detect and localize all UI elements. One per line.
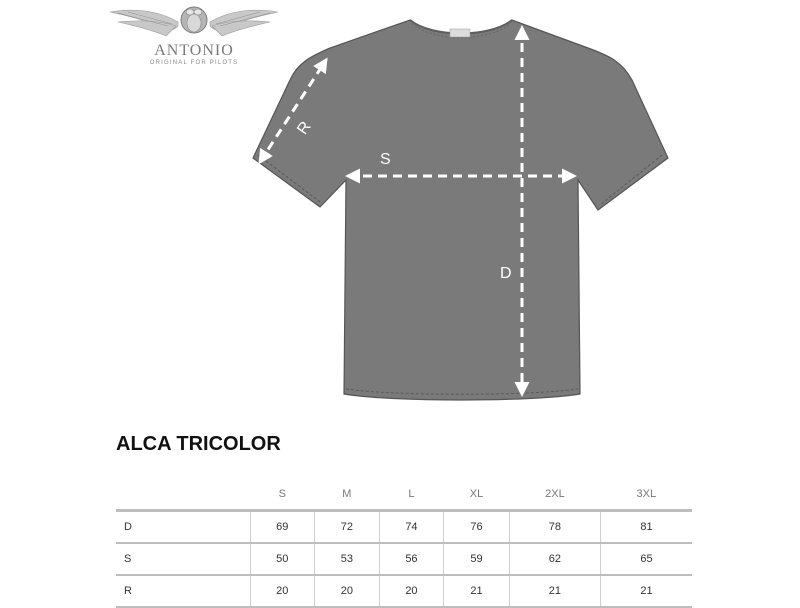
column-header: L <box>379 478 444 511</box>
table-cell: 59 <box>444 543 510 575</box>
table-cell: 69 <box>250 511 315 544</box>
length-label: D <box>500 265 512 282</box>
table-cell: 21 <box>601 575 692 607</box>
column-header: 2XL <box>509 478 600 511</box>
table-row <box>116 511 692 544</box>
column-header: M <box>315 478 380 511</box>
sleeve-label: R <box>294 118 315 138</box>
row-label: D <box>116 511 250 544</box>
column-header: S <box>250 478 315 511</box>
column-header: 3XL <box>601 478 692 511</box>
brand-name: ANTONIO <box>154 42 234 59</box>
table-row <box>116 543 692 575</box>
table-row <box>116 575 692 607</box>
table-cell: 81 <box>601 511 692 544</box>
table-cell: 62 <box>509 543 600 575</box>
table-cell: 74 <box>379 511 444 544</box>
table-cell: 20 <box>250 575 315 607</box>
table-cell: 21 <box>444 575 510 607</box>
chest-label: S <box>380 151 391 168</box>
table-corner <box>116 478 250 511</box>
table-cell: 56 <box>379 543 444 575</box>
table-cell: 50 <box>250 543 315 575</box>
row-label: S <box>116 543 250 575</box>
table-cell: 72 <box>315 511 380 544</box>
table-cell: 65 <box>601 543 692 575</box>
table-cell: 20 <box>379 575 444 607</box>
brand-tagline: ORIGINAL FOR PILOTS <box>149 60 239 66</box>
product-title: ALCA TRICOLOR <box>116 433 281 455</box>
table-cell: 53 <box>315 543 380 575</box>
row-label: R <box>116 575 250 607</box>
table-cell: 21 <box>509 575 600 607</box>
column-header: XL <box>444 478 510 511</box>
table-cell: 78 <box>509 511 600 544</box>
size-table <box>116 478 692 608</box>
table-header-row <box>116 478 692 511</box>
table-cell: 20 <box>315 575 380 607</box>
table-cell: 76 <box>444 511 510 544</box>
tshirt-body <box>253 20 668 400</box>
